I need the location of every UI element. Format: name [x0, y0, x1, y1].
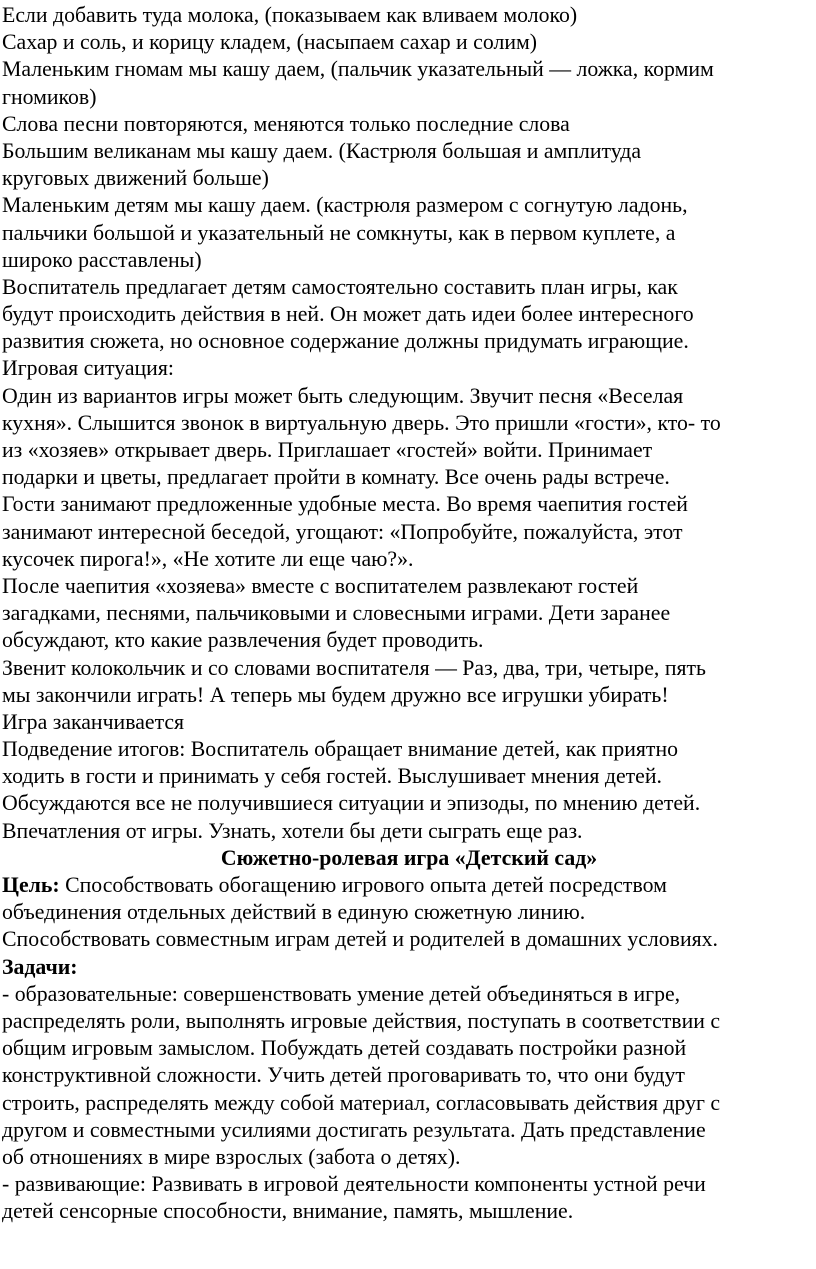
text-line: Маленьким гномам мы кашу даем, (пальчик указательный — ложка, кормим	[2, 57, 714, 82]
text-line: будут происходить действия в ней. Он может дать идеи более интересного	[2, 302, 694, 327]
text-line: кусочек пирога!», «Не хотите ли еще чаю?».	[2, 546, 414, 571]
text-line: Игра заканчивается	[2, 709, 185, 734]
text-line: обсуждают, кто какие развлечения будет проводить.	[2, 628, 484, 653]
text-line: детей сенсорные способности, внимание, память, мышление.	[2, 1199, 574, 1224]
text-line: мы закончили играть! А теперь мы будем дружно все игрушки убирать!	[2, 682, 669, 707]
tasks-section	[2, 954, 816, 1226]
text-line: Подведение итогов: Воспитатель обращает внимание детей, как приятно	[2, 737, 679, 762]
text-line: об отношениях в мире взрослых (забота о детях).	[2, 1144, 461, 1169]
text-line: кухня». Слышится звонок в виртуальную дверь. Это пришли «гости», кто- то	[2, 410, 721, 435]
text-line: широко расставлены)	[2, 247, 202, 272]
text-line: загадками, песнями, пальчиковыми и словесными играми. Дети заранее	[2, 601, 671, 626]
text-line: Обсуждаются все не получившиеся ситуации и эпизоды, по мнению детей.	[2, 791, 701, 816]
text-line: пальчики большой и указательный не сомкнуты, как в первом куплете, а	[2, 220, 676, 245]
text-line: Звенит колокольчик и со словами воспитателя — Раз, два, три, четыре, пять	[2, 655, 706, 680]
text-line: Маленьким детям мы кашу даем. (кастрюля размером с согнутую ладонь,	[2, 193, 688, 218]
text-line: строить, распределять между собой материал, согласовывать действия друг с	[2, 1090, 721, 1115]
text-line: подарки и цветы, предлагает пройти в комнату. Все очень рады встрече.	[2, 465, 670, 490]
text-line: Воспитатель предлагает детям самостоятельно составить план игры, как	[2, 274, 678, 299]
text-line: Способствовать совместным играм детей и родителей в домашних условиях.	[2, 927, 719, 952]
text-line: Если добавить туда молока, (показываем как вливаем молоко)	[2, 3, 578, 27]
text-line: Впечатления от игры. Узнать, хотели бы дети сыграть еще раз.	[2, 818, 583, 843]
goal-label: Цель:	[2, 873, 60, 897]
tasks-label: Задачи:	[2, 954, 78, 979]
goal-text: Способствовать обогащению игрового опыта детей посредством	[59, 873, 667, 897]
text-line: круговых движений больше)	[2, 166, 269, 191]
text-line: Гости занимают предложенные удобные места. Во время чаепития гостей	[2, 492, 688, 517]
text-line: конструктивной сложности. Учить детей проговаривать то, что они будут	[2, 1063, 685, 1088]
text-line: из «хозяев» открывает дверь. Приглашает «гостей» войти. Принимает	[2, 438, 653, 462]
goal-section	[2, 872, 816, 954]
section-heading: Сюжетно-ролевая игра «Детский сад»	[220, 845, 598, 870]
text-line: ходить в гости и принимать у себя гостей. Выслушивает мнения детей.	[2, 764, 662, 789]
text-line: Сахар и соль, и корицу кладем, (насыпаем сахар и солим)	[2, 30, 538, 55]
text-line: распределять роли, выполнять игровые действия, поступать в соответствии с	[2, 1008, 721, 1033]
text-line: После чаепития «хозяева» вместе с воспитателем развлекают гостей	[2, 573, 639, 598]
text-line: общим игровым замыслом. Побуждать детей создавать постройки разной	[2, 1036, 687, 1061]
text-line: - образовательные: совершенствовать умение детей объединяться в игре,	[2, 981, 681, 1006]
text-line: - развивающие: Развивать в игровой деятельности компоненты устной речи	[2, 1172, 706, 1197]
goal-line	[2, 872, 816, 899]
text-line: Слова песни повторяются, меняются только последние слова	[2, 111, 570, 136]
text-line: занимают интересной беседой, угощают: «Попробуйте, пожалуйста, этот	[2, 519, 683, 544]
body-text	[2, 2, 816, 845]
text-line: другом и совместными усилиями достигать результата. Дать представление	[2, 1117, 706, 1142]
text-line: Игровая ситуация:	[2, 356, 174, 381]
text-line: развития сюжета, но основное содержание должны придумать играющие.	[2, 329, 689, 354]
text-line: Большим великанам мы кашу даем. (Кастрюля большая и амплитуда	[2, 138, 642, 163]
text-line: Один из вариантов игры может быть следующим. Звучит песня «Веселая	[2, 383, 684, 408]
text-line: объединения отдельных действий в единую сюжетную линию.	[2, 900, 586, 925]
text-line: гномиков)	[2, 84, 97, 109]
